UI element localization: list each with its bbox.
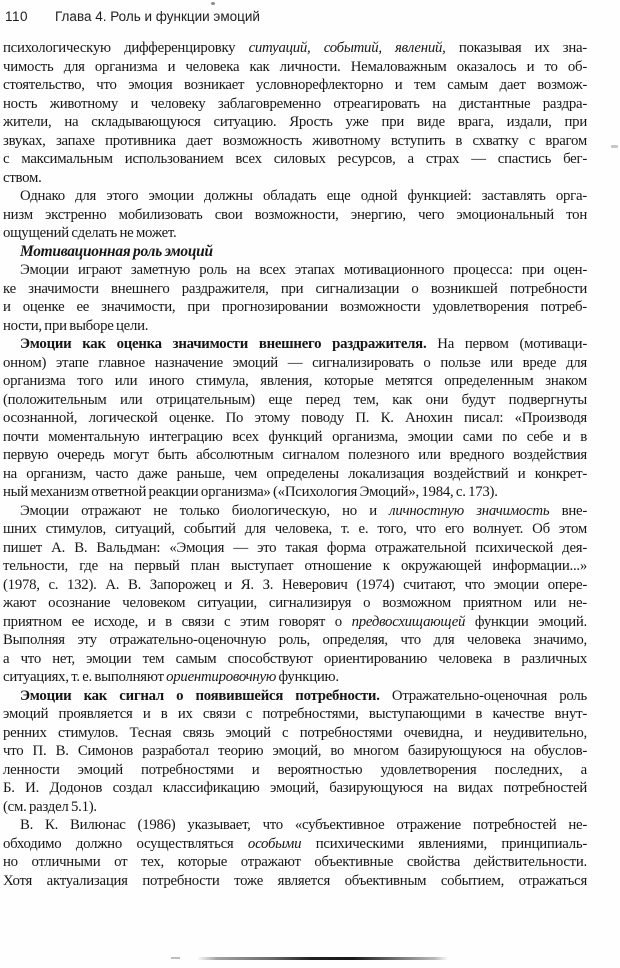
- text-run: ный механизм ответной реакции организма» («Психология Эмоций», 1984, с. 173).: [3, 484, 498, 500]
- text-line: [3, 687, 587, 706]
- text-line: [3, 335, 587, 354]
- text-run: низм экстренно мобилизовать свои возможности, энергию, чего эмоциональный тон: [3, 206, 587, 223]
- text-run: На первом (мотиваци-: [426, 336, 587, 352]
- text-run: обходимо должно осуществляться: [3, 835, 248, 852]
- text-line: [3, 631, 587, 650]
- text-run: звуках, запахе противника дает возможность животному вступить в схватку с врагом: [3, 132, 587, 149]
- scan-artifact-binding-line: [197, 957, 448, 960]
- text-run: шних стимулов, ситуаций, событий для человека, т. е. того, что его волнует. Об этом: [3, 521, 587, 537]
- scan-artifact-margin-tick: [611, 145, 618, 148]
- text-run: личностную значимость: [389, 502, 550, 519]
- text-run: ситуациях, т. е. выполняют: [3, 669, 167, 685]
- text-line: [3, 409, 587, 428]
- text-run: Хотя актуализация потребности тоже является объективным событием, отражаться: [3, 872, 587, 889]
- running-header: [5, 9, 610, 24]
- text-run: психическими явлениями, принципиаль-: [301, 835, 587, 852]
- text-run: а что нет, эмоции тем самым способствуют ориентированию человека в различных: [3, 650, 587, 667]
- text-run: ощущений сделать не может.: [3, 225, 177, 241]
- text-run: Выполняя эту отражательно-оценочную роль, определяя, что для человека значимо,: [3, 632, 587, 648]
- text-run: организма того или иного стимула, явления, которые метятся определенным знаком: [3, 373, 587, 389]
- text-run: и оценке ее значимости, при прогнозировании возможности удовлетворения потреб-: [3, 299, 587, 315]
- text-line: [3, 520, 587, 539]
- text-run: жители, на складывающуюся ситуацию. Ярость уже при виде врага, издали, при: [3, 114, 587, 130]
- text-run: но отличными от тех, которые отражают объективные свойства действительности.: [3, 854, 587, 870]
- text-line: [3, 280, 587, 299]
- text-run: Мотивационная роль эмоций: [20, 242, 213, 260]
- text-run: почти моментальную интеграцию всех функций организма, эмоции сами по себе и в: [3, 428, 587, 445]
- text-line: [3, 705, 587, 724]
- text-line: [3, 594, 587, 613]
- text-run: Однако для этого эмоции должны обладать еще одной функцией: заставлять орга-: [20, 188, 587, 204]
- text-run: эмоций проявляется и в их связи с потребностями, выступающими в качестве внут-: [3, 706, 587, 722]
- text-line: [3, 132, 587, 151]
- text-line: [3, 372, 587, 391]
- text-line: [3, 224, 587, 243]
- text-run: чимость для организма и человека как личности. Немаловажным оказалось и то об-: [3, 58, 587, 75]
- text-line: [3, 113, 587, 132]
- text-run: показывая их зна-: [445, 40, 587, 56]
- text-line: [3, 872, 587, 891]
- text-line: [3, 557, 587, 576]
- text-run: особыми: [247, 835, 302, 852]
- text-line: [3, 428, 587, 447]
- text-run: В. К. Вилюнас (1986) указывает, что «субъективное отражение потребностей не-: [20, 817, 587, 833]
- text-line: [3, 502, 587, 521]
- section-heading-line: [3, 243, 587, 262]
- text-line: [3, 853, 587, 872]
- text-run: Эмоции играют заметную роль на всех этапах мотивационного процесса: при оцен-: [20, 262, 587, 278]
- text-run: с максимальным использованием всех силовых ресурсов, а страх — спастись бег-: [3, 151, 587, 167]
- text-run: Эмоции как сигнал о появившейся потребности.: [20, 687, 380, 704]
- text-line: [3, 261, 587, 280]
- text-line: [3, 539, 587, 558]
- text-run: ленности эмоций потребностями и вероятностью удовлетворения последних, а: [3, 761, 587, 778]
- text-run: первую очередь могут быть абсолютным сигналом полезного или вредного воздействия: [3, 447, 587, 463]
- text-line: [3, 483, 587, 502]
- text-run: онном) этапе главное назначение эмоций — сигнализировать о пользе или вреде для: [3, 354, 587, 371]
- text-run: ности, при выборе цели.: [3, 317, 149, 334]
- text-line: [3, 150, 587, 169]
- text-run: осознанной, логической оценке. По этому поводу П. К. Анохин писал: «Производя: [3, 410, 587, 426]
- text-run: стоятельство, что эмоция возникает условнорефлекторно и тем самым дает возмож-: [3, 77, 587, 93]
- text-line: [3, 354, 587, 373]
- text-line: [3, 391, 587, 410]
- text-run: ренних стимулов. Тесная связь эмоций с потребностями очевидна, и неудивительно,: [3, 724, 587, 741]
- text-run: ситуаций, событий, явлений,: [248, 40, 446, 56]
- text-run: ством.: [3, 169, 42, 186]
- text-line: [3, 668, 587, 687]
- text-run: ность животному и человеку заблаговременно отреагировать на дистантные раздра-: [3, 95, 587, 112]
- page-number: 110: [5, 9, 29, 24]
- scan-artifact-top-dot: [211, 2, 215, 5]
- text-run: тельности, где на первый план выступает отношение к окружающей информации...»: [3, 558, 587, 574]
- text-line: [3, 39, 587, 58]
- scan-artifact-bottom-dash: [171, 957, 180, 959]
- text-line: [3, 446, 587, 465]
- text-line: [3, 317, 587, 336]
- text-run: ке значимости внешнего раздражителя, при сигнализации о возникшей потребности: [3, 280, 587, 297]
- text-line: [3, 76, 587, 95]
- text-line: [3, 465, 587, 484]
- text-run: функцию.: [276, 669, 339, 685]
- text-line: [3, 95, 587, 114]
- text-run: (1978, с. 132). А. В. Запорожец и Я. З. Неверович (1974) считают, что эмоции опере-: [3, 576, 587, 593]
- text-run: функции эмоций.: [465, 613, 587, 630]
- text-line: [3, 779, 587, 798]
- text-run: ориентировочную: [166, 669, 277, 685]
- text-line: [3, 835, 587, 854]
- text-run: пишет А. В. Вальдман: «Эмоция — это такая форма отражательной психической дея-: [3, 539, 587, 556]
- text-run: жают осознание человеком ситуации, сигнализируя о возможном приятном или не-: [3, 595, 587, 611]
- text-line: [3, 206, 587, 225]
- text-run: Отражательно-оценочная роль: [379, 687, 587, 704]
- text-line: [3, 742, 587, 761]
- text-run: что П. В. Симонов разработал теорию эмоций, во многом базирующуюся на обуслов-: [3, 743, 587, 759]
- text-run: Б. И. Додонов создал классификацию эмоций, базирующуюся на видах потребностей: [3, 780, 587, 796]
- text-run: вне-: [549, 502, 587, 519]
- text-run: предвосхищающей: [351, 613, 466, 630]
- text-run: Эмоции отражают не только биологическую, но и: [20, 502, 390, 519]
- text-run: (см. раздел 5.1).: [3, 798, 97, 815]
- text-line: [3, 613, 587, 632]
- text-line: [3, 650, 587, 669]
- page-body: [3, 39, 587, 890]
- text-run: (положительным или отрицательным) еще перед тем, как они будут подвергнуты: [3, 391, 587, 408]
- text-line: [3, 724, 587, 743]
- text-run: психологическую дифференцировку: [3, 40, 249, 56]
- text-run: приятном ее исходе, и в связи с этим говорят о: [3, 613, 352, 630]
- text-run: Эмоции как оценка значимости внешнего раздражителя.: [20, 336, 427, 352]
- chapter-title: Глава 4. Роль и функции эмоций: [55, 9, 260, 24]
- text-line: [3, 169, 587, 188]
- text-line: [3, 798, 587, 817]
- text-run: на организм, часто даже раньше, чем определены локализация воздействий и конкрет-: [3, 465, 587, 482]
- text-line: [3, 576, 587, 595]
- text-line: [3, 298, 587, 317]
- text-line: [3, 187, 587, 206]
- text-line: [3, 816, 587, 835]
- text-line: [3, 761, 587, 780]
- text-line: [3, 58, 587, 77]
